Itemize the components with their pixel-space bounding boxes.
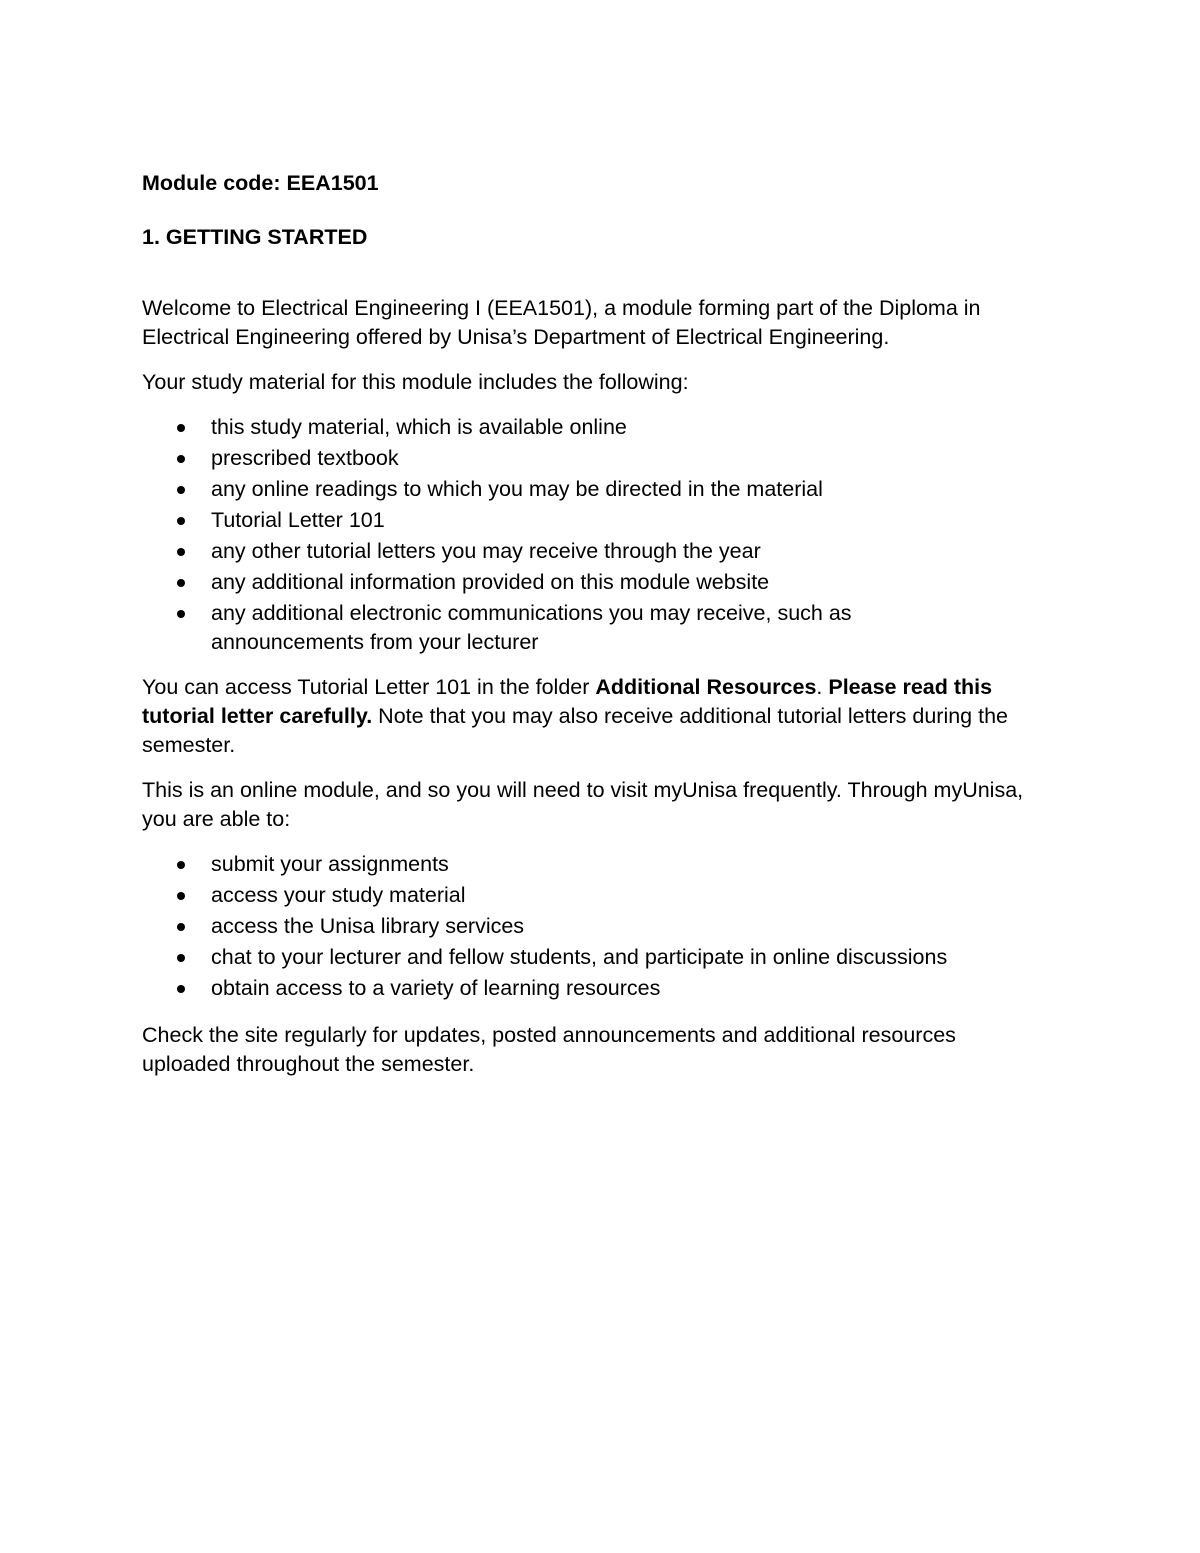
bullet-icon xyxy=(177,455,185,463)
list-item: chat to your lecturer and fellow students, and participate in online discussions xyxy=(142,943,1042,974)
bullet-icon xyxy=(177,985,185,993)
closing-paragraph: Check the site regularly for updates, posted announcements and additional resources uploaded throughout the semester. xyxy=(142,1023,956,1076)
bullet-icon xyxy=(177,861,185,869)
list-item: access the Unisa library services xyxy=(142,912,1042,943)
bullet-icon xyxy=(177,923,185,931)
module-code: Module code: EEA1501 xyxy=(142,171,379,195)
bullet-icon xyxy=(177,892,185,900)
list-item: obtain access to a variety of learning resources xyxy=(142,974,1042,1005)
bullet-icon xyxy=(177,610,185,618)
list-item: any additional electronic communications you may receive, such as announcements from your lecturer xyxy=(142,599,911,657)
bullet-icon xyxy=(177,579,185,587)
folder-name: Additional Resources xyxy=(595,675,817,699)
bullet-icon xyxy=(177,548,185,556)
list-item: this study material, which is available online xyxy=(142,413,1042,444)
online-lead: This is an online module, and so you will need to visit myUnisa frequently. Through myUnisa, you are able to: xyxy=(142,778,1024,831)
bullet-icon xyxy=(177,424,185,432)
list-item: prescribed textbook xyxy=(142,444,1042,475)
list-item: any additional information provided on this module website xyxy=(142,568,1042,599)
list-item: Tutorial Letter 101 xyxy=(142,506,1042,537)
list-item: submit your assignments xyxy=(142,850,1042,881)
section-heading: 1. GETTING STARTED xyxy=(142,225,368,249)
access-paragraph: You can access Tutorial Letter 101 in the folder Additional Resources. Please read this tutorial letter carefully. Note that you may also receive additional tutorial letters during the semester. xyxy=(142,675,1008,757)
bullet-icon xyxy=(177,517,185,525)
bullet-icon xyxy=(177,954,185,962)
materials-lead: Your study material for this module includes the following: xyxy=(142,370,689,394)
myunisa-capabilities-list xyxy=(142,850,1042,1005)
list-item: any other tutorial letters you may receive through the year xyxy=(142,537,1042,568)
materials-list xyxy=(142,413,1042,657)
read-carefully-emphasis: Please read this tutorial letter carefully. xyxy=(142,675,993,728)
document-page xyxy=(142,168,1042,1079)
list-item: access your study material xyxy=(142,881,1042,912)
bullet-icon xyxy=(177,486,185,494)
intro-paragraph: Welcome to Electrical Engineering I (EEA1501), a module forming part of the Diploma in Electrical Engineering offered by Unisa’s Department of Electrical Engineering. xyxy=(142,296,981,349)
list-item: any online readings to which you may be directed in the material xyxy=(142,475,1042,506)
